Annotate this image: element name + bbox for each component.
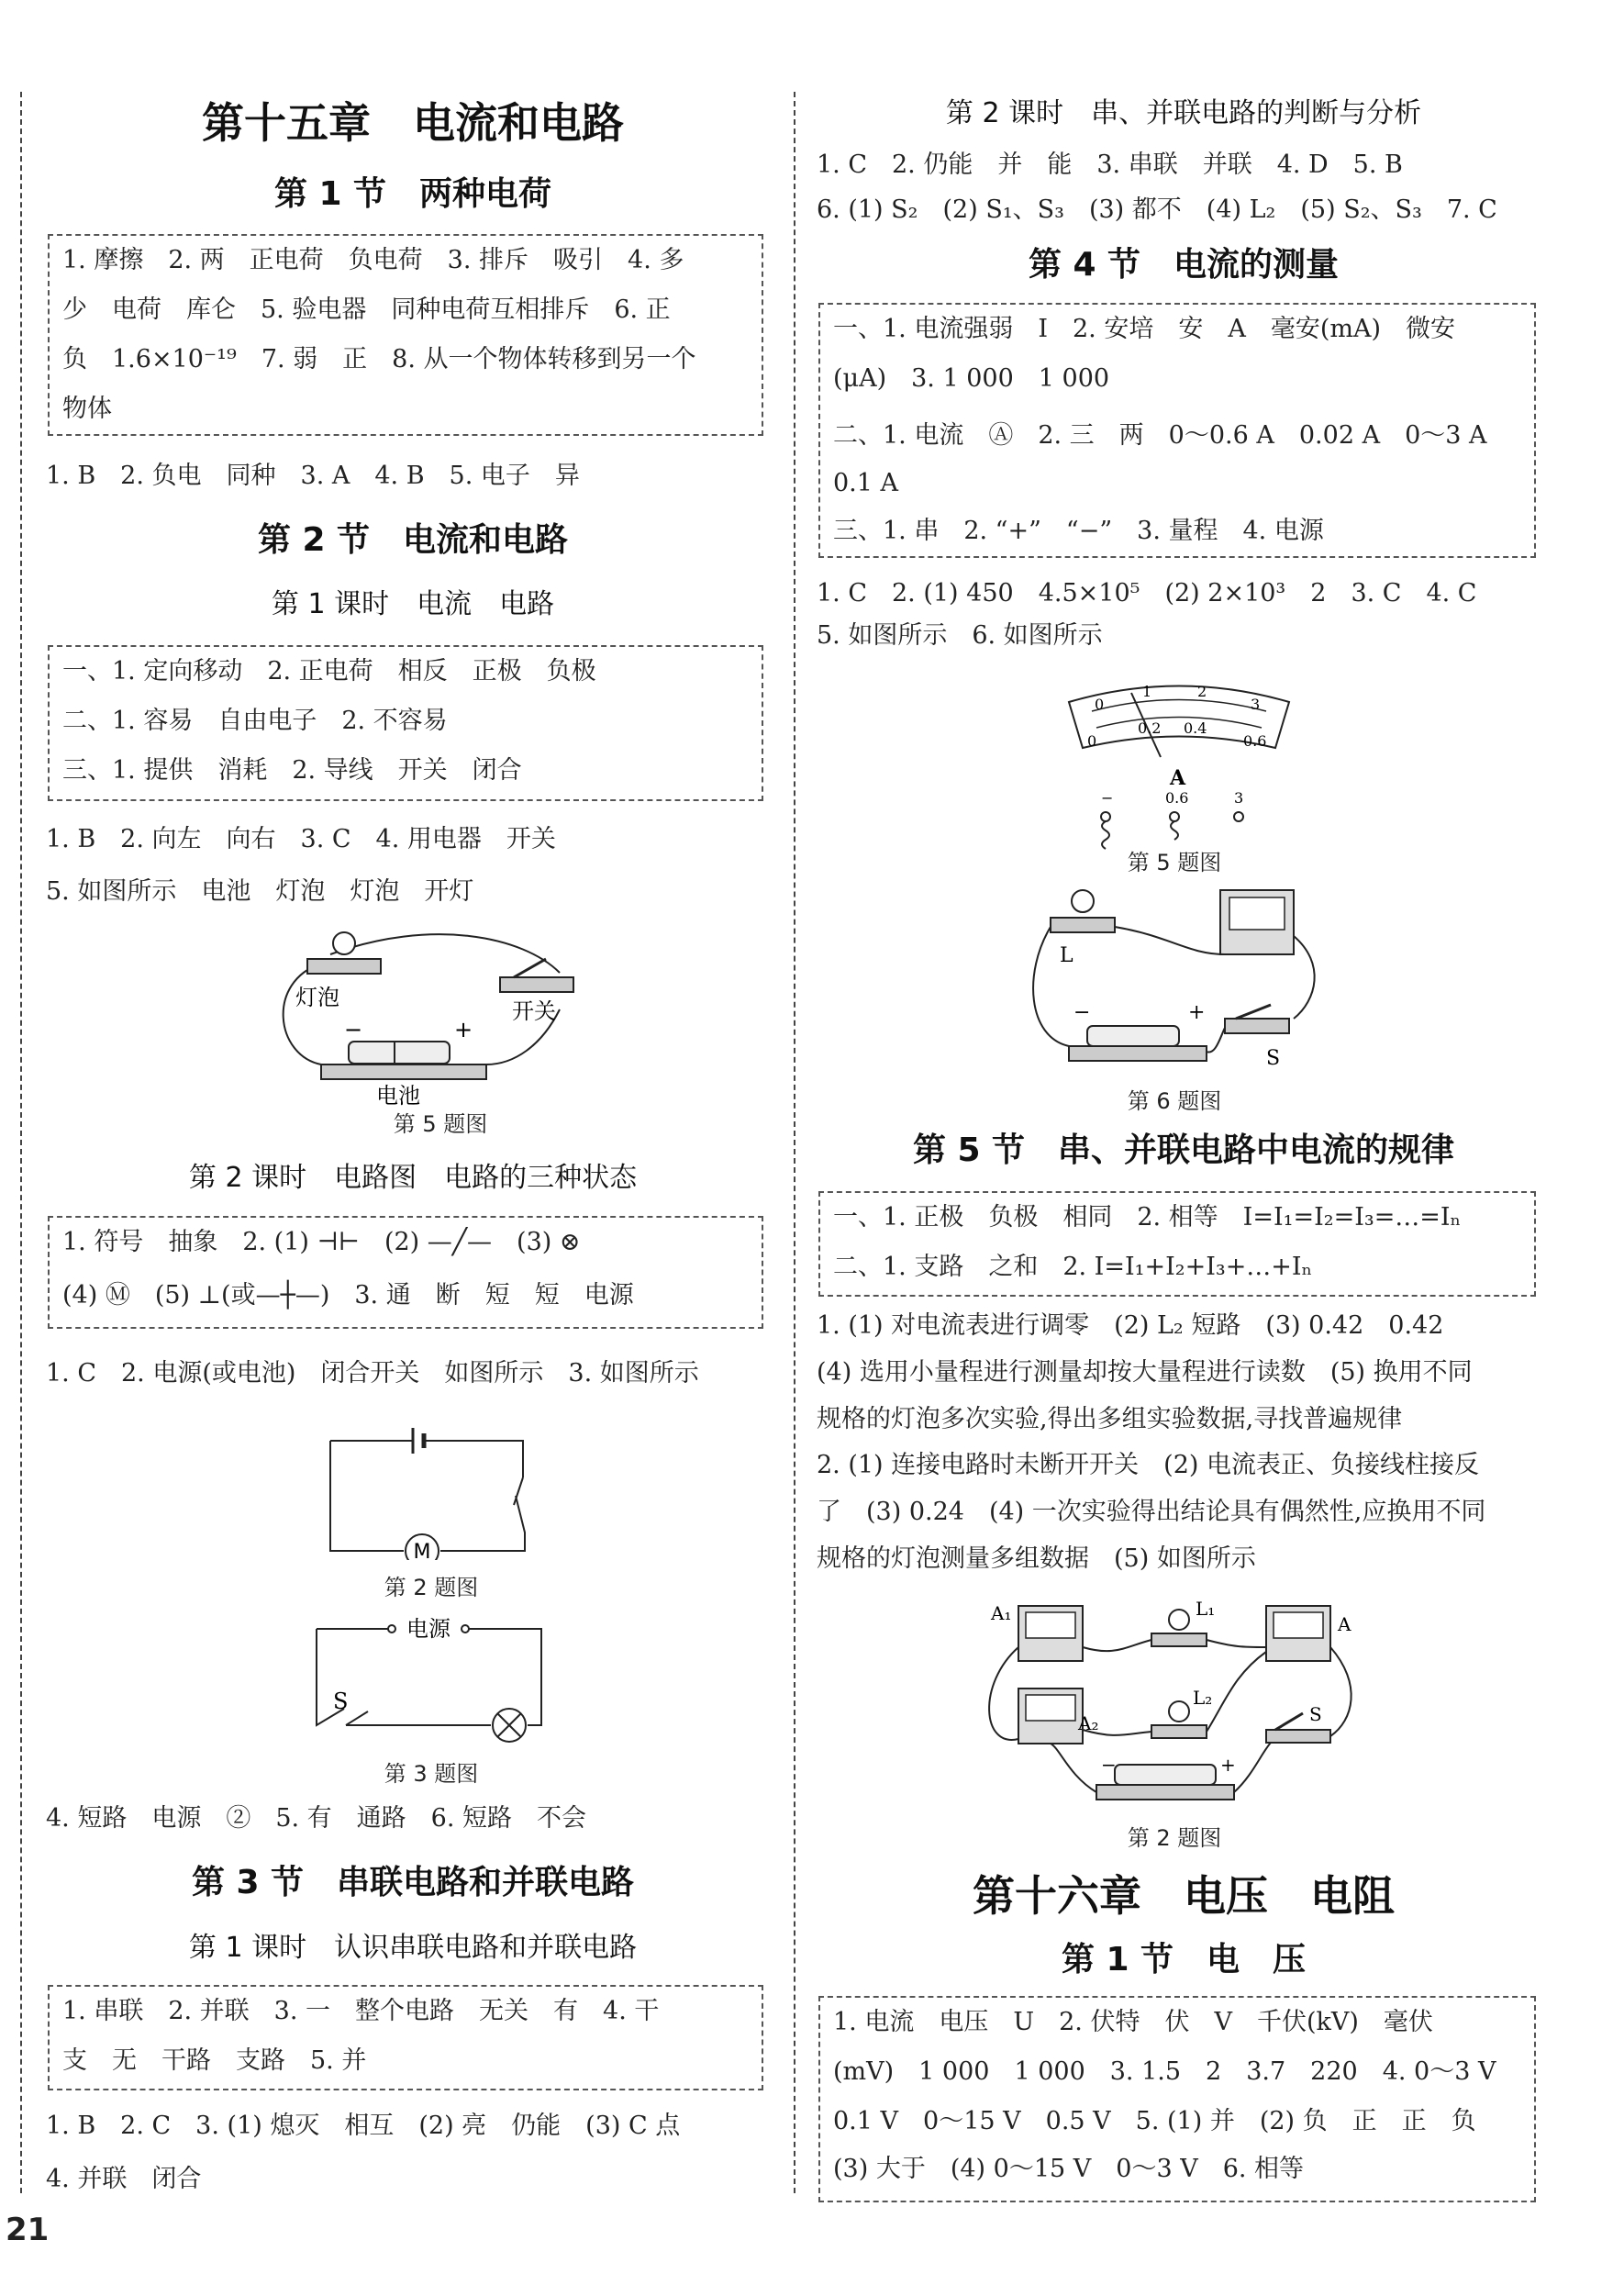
box-line: 二、1. 容易 自由电子 2. 不容易: [62, 707, 448, 735]
figure-caption: 第 6 题图: [1127, 1088, 1222, 1114]
circuit-figure-2: [321, 1413, 541, 1560]
section-title: 第 3 节 串联电路和并联电路: [191, 1864, 635, 1901]
fig6-l-label: L: [1060, 944, 1073, 967]
circuit-figure-6: [1032, 881, 1326, 1083]
answer-box: [48, 234, 763, 436]
answer-box: [818, 1191, 1536, 1297]
figure-caption: 第 3 题图: [384, 1761, 479, 1787]
dial-bottom-02: 0.2: [1138, 719, 1162, 737]
fig2r-a2: A₂: [1078, 1712, 1099, 1734]
fig2r-a: A: [1338, 1613, 1351, 1635]
dial-top-1: 1: [1142, 683, 1152, 700]
section-title: 第 4 节 电流的测量: [1028, 246, 1340, 284]
answer-line: 1. C 2. 电源(或电池) 闭合开关 如图所示 3. 如图所示: [46, 1359, 699, 1388]
fig5-minus: −: [344, 1017, 363, 1042]
dial-bottom-04: 0.4: [1184, 719, 1207, 737]
dial-top-0: 0: [1095, 696, 1105, 713]
fig6-s-label: S: [1266, 1047, 1281, 1070]
answer-line: 1. B 2. 负电 同种 3. A 4. B 5. 电子 异: [46, 462, 580, 490]
answer-box: [818, 303, 1536, 558]
box-line: 物体: [62, 395, 112, 423]
terminal-minus: −: [1101, 789, 1114, 807]
box-line: 一、1. 电流强弱 I 2. 安培 安 A 毫安(mA) 微安: [833, 315, 1456, 343]
fig5-plus: +: [454, 1017, 473, 1042]
figure-caption: 第 2 题图: [1127, 1825, 1222, 1851]
lesson-title: 第 2 课时 电路图 电路的三种状态: [188, 1162, 638, 1194]
box-line: (3) 大于 (4) 0～15 V 0～3 V 6. 相等: [833, 2155, 1305, 2183]
answer-box: [48, 1985, 763, 2090]
box-line: 负 1.6×10⁻¹⁹ 7. 弱 正 8. 从一个物体转移到另一个: [62, 345, 696, 373]
terminal-3: 3: [1234, 789, 1244, 807]
circuit-figure-3: [307, 1606, 555, 1744]
box-line: 三、1. 提供 消耗 2. 导线 开关 闭合: [62, 756, 522, 785]
section-title: 第 5 节 串、并联电路中电流的规律: [912, 1131, 1455, 1169]
ammeter-dial-figure: [1060, 674, 1298, 858]
box-line: 1. 串联 2. 并联 3. 一 整个电路 无关 有 4. 干: [62, 1997, 660, 2025]
box-line: 二、1. 支路 之和 2. I=I₁+I₂+I₃+…+Iₙ: [833, 1253, 1313, 1281]
circuit-figure-5: [266, 927, 596, 1110]
answer-line: 4. 短路 电源 ② 5. 有 通路 6. 短路 不会: [46, 1804, 587, 1833]
figure-caption: 第 2 题图: [384, 1575, 479, 1600]
answer-line: 1. (1) 对电流表进行调零 (2) L₂ 短路 (3) 0.42 0.42: [817, 1311, 1444, 1340]
box-line: 1. 电流 电压 U 2. 伏特 伏 V 千伏(kV) 毫伏: [833, 2008, 1433, 2036]
box-line: 一、1. 正极 负极 相同 2. 相等 I=I₁=I₂=I₃=…=Iₙ: [833, 1203, 1462, 1232]
figure-caption: 第 5 题图: [1127, 850, 1222, 875]
switch-s-label: S: [333, 1689, 349, 1714]
answer-line: 1. B 2. 向左 向右 3. C 4. 用电器 开关: [46, 825, 556, 853]
box-line: (mV) 1 000 1 000 3. 1.5 2 3.7 220 4. 0～3 V: [833, 2057, 1496, 2086]
box-line: 0.1 A: [833, 469, 899, 497]
fig2r-l2: L₂: [1193, 1687, 1213, 1709]
answer-line: 6. (1) S₂ (2) S₁、S₃ (3) 都不 (4) L₂ (5) S₂、S₃ 7. C: [817, 195, 1497, 224]
section-title: 第 2 节 电流和电路: [257, 521, 569, 559]
figure-caption: 第 5 题图: [393, 1111, 488, 1137]
chapter-title: 第十五章 电流和电路: [202, 98, 624, 148]
section-title: 第 1 节 两种电荷: [273, 175, 552, 213]
answer-line: (4) 选用小量程进行测量却按大量程进行读数 (5) 换用不同: [817, 1358, 1473, 1387]
answer-line: 规格的灯泡测量多组数据 (5) 如图所示: [817, 1544, 1256, 1573]
lesson-title: 第 1 课时 认识串联电路和并联电路: [188, 1932, 638, 1964]
fig5-battery-label: 电池: [376, 1083, 420, 1109]
circuit-figure-2-parallel: [986, 1592, 1372, 1817]
fig2r-l1: L₁: [1196, 1598, 1216, 1620]
answer-box: [48, 1216, 763, 1329]
fig6-minus: −: [1073, 1001, 1091, 1024]
answer-line: 1. C 2. 仍能 并 能 3. 串联 并联 4. D 5. B: [817, 150, 1403, 179]
answer-line: 4. 并联 闭合: [46, 2165, 202, 2193]
box-line: 1. 摩擦 2. 两 正电荷 负电荷 3. 排斥 吸引 4. 多: [62, 246, 684, 274]
fig2r-plus: +: [1220, 1754, 1236, 1776]
dial-top-2: 2: [1197, 683, 1207, 700]
answer-line: 1. B 2. C 3. (1) 熄灭 相互 (2) 亮 仍能 (3) C 点: [46, 2112, 681, 2140]
box-line: 一、1. 定向移动 2. 正电荷 相反 正极 负极: [62, 657, 596, 685]
dial-top-3: 3: [1251, 696, 1261, 713]
fig5-bulb-label: 灯泡: [295, 985, 339, 1010]
answer-line: 5. 如图所示 电池 灯泡 灯泡 开灯: [46, 877, 474, 906]
motor-symbol: M: [413, 1541, 431, 1560]
fig5-switch-label: 开关: [512, 998, 556, 1024]
box-line: (μA) 3. 1 000 1 000: [833, 364, 1110, 393]
box-line: 支 无 干路 支路 5. 并: [62, 2046, 367, 2075]
left-margin-line: [20, 92, 22, 2193]
box-line: 三、1. 串 2. “+” “−” 3. 量程 4. 电源: [833, 517, 1324, 545]
dial-unit: A: [1170, 766, 1186, 790]
lesson-title: 第 2 课时 串、并联电路的判断与分析: [945, 97, 1422, 129]
box-line: 0.1 V 0～15 V 0.5 V 5. (1) 并 (2) 负 正 正 负: [833, 2107, 1476, 2135]
column-divider: [794, 92, 795, 2193]
fig2r-s: S: [1309, 1703, 1322, 1725]
answer-line: 规格的灯泡多次实验,得出多组实验数据,寻找普遍规律: [817, 1405, 1403, 1433]
answer-line: 了 (3) 0.24 (4) 一次实验得出结论具有偶然性,应换用不同: [817, 1498, 1486, 1526]
answer-line: 5. 如图所示 6. 如图所示: [817, 621, 1103, 650]
power-source-label: 电源: [406, 1616, 450, 1642]
box-line: 1. 符号 抽象 2. (1) ⊣⊢ (2) —╱— (3) ⊗: [62, 1228, 581, 1256]
answer-box: [48, 645, 763, 801]
chapter-title: 第十六章 电压 电阻: [973, 1871, 1395, 1921]
section-title: 第 1 节 电 压: [1061, 1941, 1307, 1978]
answer-line: 1. C 2. (1) 450 4.5×10⁵ (2) 2×10³ 2 3. C 4. C: [817, 579, 1477, 607]
fig2r-minus: −: [1101, 1754, 1117, 1776]
box-line: 二、1. 电流 Ⓐ 2. 三 两 0～0.6 A 0.02 A 0～3 A: [833, 421, 1487, 450]
fig2r-a1: A₁: [991, 1602, 1012, 1624]
box-line: (4) Ⓜ (5) ⊥(或—┼—) 3. 通 断 短 短 电源: [62, 1281, 634, 1310]
dial-bottom-06: 0.6: [1243, 732, 1267, 750]
fig6-plus: +: [1188, 1001, 1206, 1024]
page-number: 21: [6, 2212, 50, 2248]
dial-bottom-0: 0: [1087, 732, 1097, 750]
lesson-title: 第 1 课时 电流 电路: [271, 588, 555, 620]
answer-line: 2. (1) 连接电路时未断开开关 (2) 电流表正、负接线柱接反: [817, 1451, 1479, 1479]
answer-box: [818, 1996, 1536, 2202]
box-line: 少 电荷 库仑 5. 验电器 同种电荷互相排斥 6. 正: [62, 295, 671, 324]
terminal-06: 0.6: [1165, 789, 1189, 807]
